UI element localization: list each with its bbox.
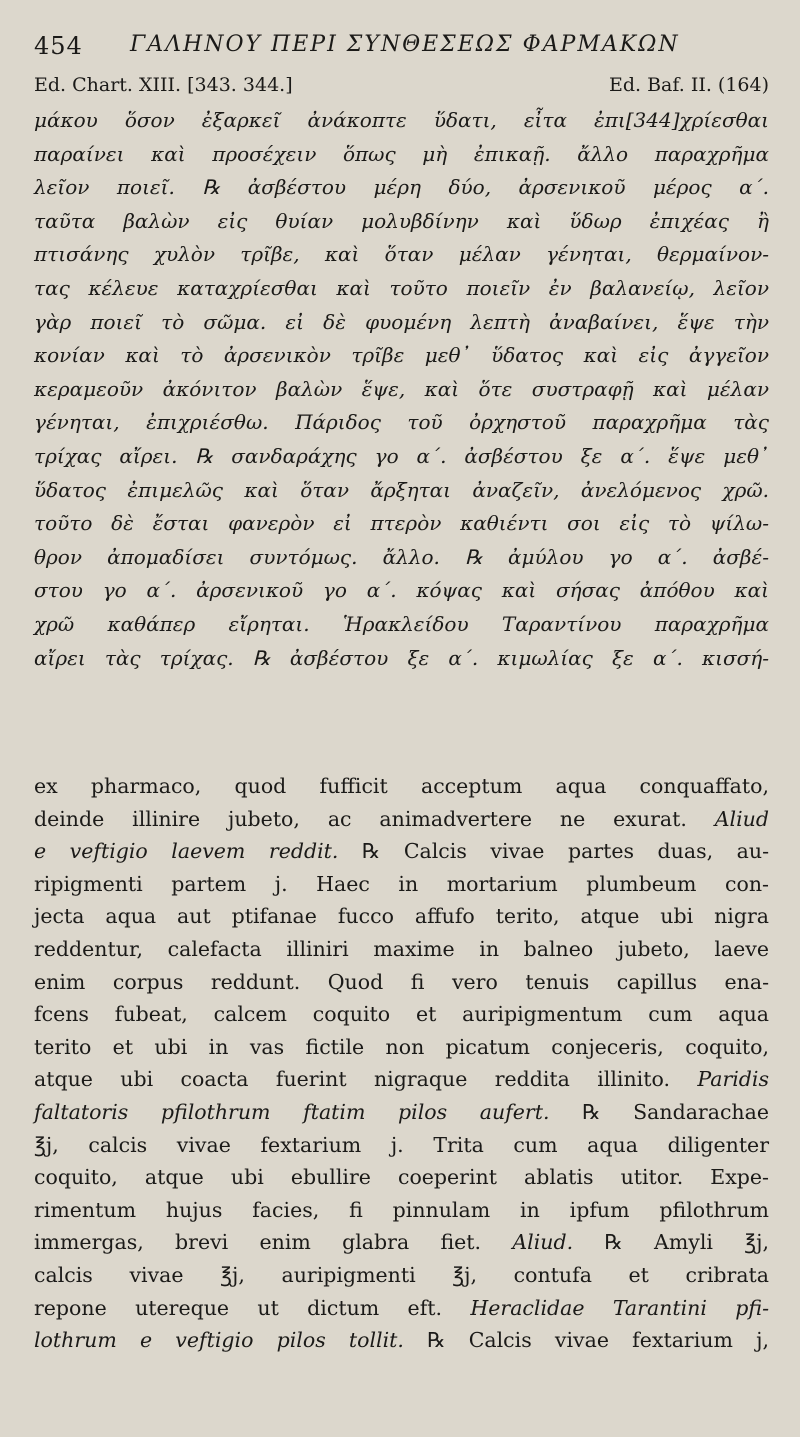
greek-line: χρῶ καθάπερ εἴρηται. Ἡρακλείδου Ταραντίνου παραχρῆμα — [34, 611, 769, 636]
greek-line: πτισάνης χυλὸν τρῖβε, καὶ ὅταν μέλαν γένηται, θερμαίνον- — [34, 242, 769, 267]
greek-line: τας κέλευε καταχρίεσθαι καὶ τοῦτο ποιεῖν ἐν βαλανείῳ, λεῖον — [34, 275, 769, 300]
latin-segment: deinde illinire jubeto, ac animadvertere ne exurat. — [34, 806, 715, 831]
latin-italic-segment: Paridis — [697, 1067, 769, 1092]
latin-segment: fcens fubeat, calcem coquito et auripigmentum cum aqua — [34, 1002, 769, 1027]
greek-line: κεραμεοῦν ἀκόνιτον βαλὼν ἕψε, καὶ ὅτε συστραφῇ καὶ μέλαν — [34, 376, 769, 401]
latin-segment: ℞ Amyli ℥j, — [573, 1230, 769, 1255]
latin-line — [34, 1129, 769, 1162]
greek-line: λεῖον ποιεῖ. ℞ ἀσβέστου μέρη δύο, ἀρσενικοῦ μέρος α΄. — [34, 175, 769, 200]
latin-segment: ex pharmaco, quod fufficit acceptum aqua conquaffato, — [34, 774, 769, 798]
latin-segment: repone utereque ut dictum eft. — [34, 1295, 471, 1320]
latin-line — [34, 1031, 769, 1064]
greek-line: γένηται, ἐπιχριέσθω. Πάριδος τοῦ ὀρχηστοῦ παραχρῆμα τὰς — [34, 410, 769, 435]
latin-segment: immergas, brevi enim glabra fiet. — [34, 1230, 513, 1255]
edition-references — [34, 74, 769, 102]
latin-italic-segment: Aliud — [714, 806, 769, 831]
latin-line — [34, 933, 769, 966]
latin-text-block — [34, 770, 769, 1357]
latin-line — [34, 1226, 769, 1259]
latin-line — [34, 966, 769, 999]
latin-segment: calcis vivae ℥j, auripigmenti ℥j, contufa et cribrata — [34, 1262, 769, 1287]
latin-segment: rimentum hujus facies, fi pinnulam in ipfum pfilothrum — [34, 1197, 769, 1222]
latin-segment: jecta aqua aut ptifanae fucco affufo terito, atque ubi nigra — [34, 904, 769, 929]
latin-line — [34, 835, 769, 868]
latin-segment: reddentur, calefacta illiniri maxime in balneo jubeto, laeve — [34, 936, 769, 961]
latin-line — [34, 1259, 769, 1292]
latin-line — [34, 803, 769, 836]
page-number: 454 — [34, 32, 83, 60]
greek-line: στου γο α΄. ἀρσενικοῦ γο α΄. κόψας καὶ σήσας ἀπόθου καὶ — [34, 578, 769, 603]
greek-line: ταῦτα βαλὼν εἰς θυίαν μολυβδίνην καὶ ὕδωρ ἐπιχέας ἢ — [34, 208, 769, 233]
latin-line — [34, 770, 769, 803]
latin-line — [34, 1096, 769, 1129]
latin-segment: ripigmenti partem j. Haec in mortarium plumbeum con- — [34, 871, 769, 896]
greek-line: θρον ἀπομαδίσει συντόμως. ἄλλο. ℞ ἀμύλου γο α΄. ἀσβέ- — [34, 544, 769, 569]
latin-segment: ℥j, calcis vivae fextarium j. Trita cum aqua diligenter — [34, 1132, 769, 1157]
edition-ref-basel: Ed. Baf. II. (164) — [608, 74, 769, 96]
latin-line — [34, 868, 769, 901]
latin-segment: enim corpus reddunt. Quod fi vero tenuis capillus ena- — [34, 969, 769, 994]
latin-line — [34, 1324, 769, 1357]
latin-italic-segment: e veftigio laevem reddit. — [34, 839, 339, 864]
latin-italic-segment: lothrum e veftigio pilos tollit. — [34, 1328, 404, 1353]
latin-line — [34, 998, 769, 1031]
latin-segment: ℞ Calcis vivae fextarium j, — [403, 1328, 769, 1353]
greek-line: γὰρ ποιεῖ τὸ σῶμα. εἰ δὲ φυομένη λεπτὴ ἀναβαίνει, ἕψε τὴν — [34, 309, 769, 334]
greek-line: αἴρει τὰς τρίχας. ℞ ἀσβέστου ξε α΄. κιμωλίας ξε α΄. κισσή- — [34, 645, 769, 670]
greek-line: τοῦτο δὲ ἔσται φανερὸν εἰ πτερὸν καθιέντι σοι εἰς τὸ ψίλω- — [34, 511, 769, 536]
greek-line: μάκου ὅσον ἐξαρκεῖ ἀνάκοπτε ὕδατι, εἶτα ἐπι[344]χρίεσθαι — [34, 108, 769, 132]
latin-line — [34, 1161, 769, 1194]
page-header — [34, 32, 774, 66]
latin-italic-segment: Aliud. — [512, 1230, 574, 1255]
greek-line: τρίχας αἴρει. ℞ σανδαράχης γο α΄. ἀσβέστου ξε α΄. ἕψε μεθ᾽ — [34, 443, 769, 468]
latin-segment: ℞ Calcis vivae partes duas, au- — [338, 839, 769, 864]
greek-line: παραίνει καὶ προσέχειν ὅπως μὴ ἐπικαῇ. ἄλλο παραχρῆμα — [34, 141, 769, 166]
latin-segment: terito et ubi in vas fictile non picatum conjeceris, coquito, — [34, 1034, 769, 1059]
edition-ref-chartier: Ed. Chart. XIII. [343. 344.] — [34, 74, 293, 96]
latin-italic-segment: Heraclidae Tarantini pfi- — [470, 1295, 769, 1320]
greek-line: κονίαν καὶ τὸ ἀρσενικὸν τρῖβε μεθ᾽ ὕδατος καὶ εἰς ἀγγεῖον — [34, 343, 769, 368]
running-title: ΓΑΛΗΝΟΥ ΠΕΡΙ ΣΥΝΘΕΣΕΩΣ ΦΑΡΜΑΚΩΝ — [130, 32, 680, 57]
latin-line — [34, 1292, 769, 1325]
latin-line — [34, 1194, 769, 1227]
latin-segment: coquito, atque ubi ebullire coeperint ablatis utitor. Expe- — [34, 1165, 769, 1190]
greek-line: ὕδατος ἐπιμελῶς καὶ ὅταν ἄρξηται ἀναζεῖν, ἀνελόμενος χρῶ. — [34, 477, 769, 502]
latin-line — [34, 1063, 769, 1096]
latin-segment: ℞ Sandarachae — [549, 1099, 769, 1124]
latin-segment: atque ubi coacta fuerint nigraque reddita illinito. — [34, 1067, 698, 1092]
latin-italic-segment: faltatoris pfilothrum ftatim pilos aufert. — [34, 1099, 550, 1124]
latin-line — [34, 900, 769, 933]
greek-text-block — [34, 104, 769, 675]
